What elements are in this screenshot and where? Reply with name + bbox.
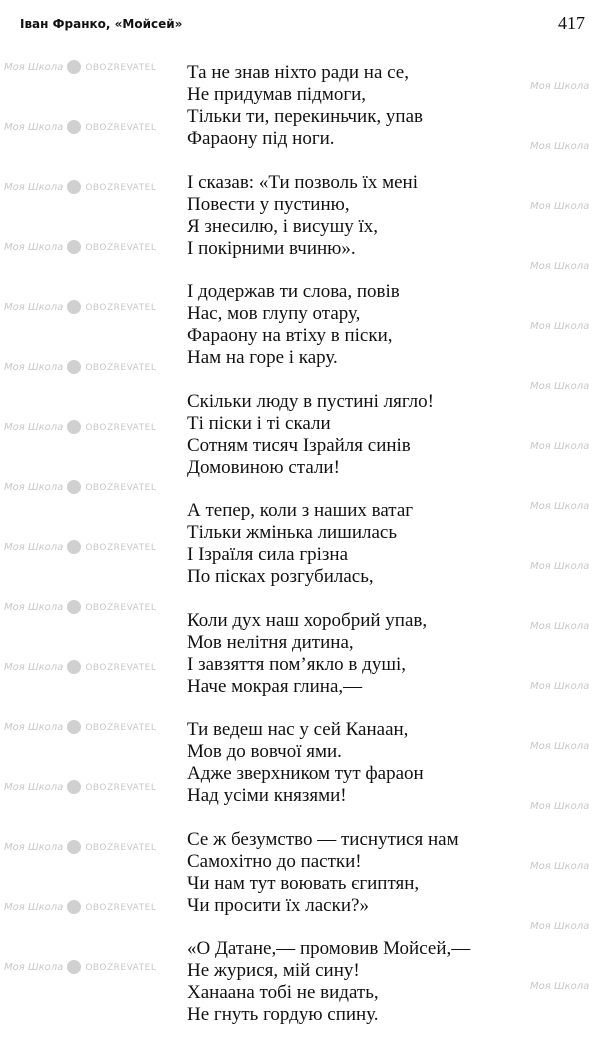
watermark-brand: Моя Школа (530, 381, 590, 392)
watermark (530, 980, 589, 994)
obozrevatel-logo-icon (67, 660, 81, 674)
poem-line: Сотням тисяч Ізрайля синів (187, 434, 411, 456)
watermark (4, 180, 156, 195)
poem-line: Нас, мов глупу отару, (187, 303, 361, 324)
obozrevatel-logo-icon (67, 960, 81, 974)
obozrevatel-logo-icon (67, 240, 81, 254)
poem-line: Тільки жмінька лишилась (187, 522, 398, 543)
watermark-brand: Моя Школа (530, 441, 590, 452)
watermark-brand: OBOZREVATEL (85, 843, 157, 853)
watermark-brand: OBOZREVATEL (85, 963, 157, 973)
watermark (4, 660, 156, 675)
obozrevatel-logo-icon (67, 480, 81, 494)
watermark-brand: OBOZREVATEL (85, 423, 157, 433)
stanza (187, 719, 470, 807)
poem-line: Ти ведеш нас у сей Канаан, (187, 719, 409, 740)
watermark-brand: Моя Школа (4, 542, 64, 553)
stanza (187, 281, 470, 369)
poem-line: Мов до вовчої ями. (187, 741, 342, 762)
poem-line: Я знесилю, і висушу їх, (187, 215, 379, 237)
poem-line: По пісках розгубилась, (187, 566, 374, 587)
poem-line: Мов нелітня дитина, (187, 631, 354, 653)
watermark (530, 80, 589, 94)
watermark-brand: OBOZREVATEL (85, 723, 157, 733)
watermark (4, 720, 156, 735)
watermark (530, 920, 589, 934)
watermark-brand: OBOZREVATEL (85, 663, 157, 673)
poem-line: Чи просити їх ласки?» (187, 894, 369, 916)
watermark-brand: Моя Школа (530, 501, 590, 512)
poem-line: Над усіми князями! (187, 785, 347, 806)
watermark-brand: Моя Школа (530, 621, 590, 632)
watermark-brand: Моя Школа (530, 81, 590, 92)
watermark-brand: Моя Школа (4, 482, 64, 493)
watermark (4, 240, 156, 255)
watermark (4, 780, 156, 795)
poem-line: Се ж безумство — тиснутися нам (187, 828, 459, 850)
poem-line: Ті піски і ті скали (187, 412, 331, 434)
poem-line: І Ізраїля сила грізна (187, 544, 349, 565)
obozrevatel-logo-icon (67, 120, 81, 134)
watermark (530, 680, 589, 694)
watermark (4, 900, 156, 915)
watermark (4, 840, 156, 855)
watermark (530, 260, 589, 274)
poem-line: Самохітно до пастки! (187, 850, 362, 872)
watermark (4, 960, 156, 975)
watermark (530, 140, 589, 154)
watermark-brand: Моя Школа (4, 902, 64, 913)
poem-line: Фараону на втіху в піски, (187, 325, 393, 346)
watermark-brand: OBOZREVATEL (85, 183, 157, 193)
watermark-brand: Моя Школа (4, 242, 64, 253)
watermark-brand: Моя Школа (530, 861, 590, 872)
watermark (530, 200, 589, 214)
poem-line: Ханаана тобі не видать, (187, 982, 379, 1003)
watermark-brand: Моя Школа (4, 782, 64, 793)
watermark-brand: Моя Школа (530, 321, 590, 332)
stanza (187, 172, 470, 260)
watermark-brand: Моя Школа (4, 302, 64, 313)
watermark-brand: Моя Школа (530, 981, 590, 992)
watermark (530, 740, 589, 754)
watermark (4, 60, 156, 75)
obozrevatel-logo-icon (67, 60, 81, 74)
poem-line: А тепер, коли з наших ватаг (187, 500, 414, 521)
watermark-brand: OBOZREVATEL (85, 363, 157, 373)
watermark-brand: OBOZREVATEL (85, 543, 157, 553)
watermark (530, 380, 589, 394)
watermark-brand: OBOZREVATEL (85, 903, 157, 913)
watermark (530, 320, 589, 334)
poem-line: Чи нам тут воювать єгиптян, (187, 872, 420, 894)
running-title: Іван Франко, «Мойсей» (20, 17, 183, 31)
watermark-brand: Моя Школа (530, 741, 590, 752)
obozrevatel-logo-icon (67, 360, 81, 374)
watermark (4, 540, 156, 555)
obozrevatel-logo-icon (67, 780, 81, 794)
watermark-brand: OBOZREVATEL (85, 243, 157, 253)
watermark (4, 360, 156, 375)
stanza (187, 829, 470, 917)
obozrevatel-logo-icon (67, 900, 81, 914)
watermark (4, 480, 156, 495)
watermark (530, 800, 589, 814)
poem-line: Адже зверхником тут фараон (187, 763, 424, 784)
obozrevatel-logo-icon (67, 540, 81, 554)
watermark-brand: Моя Школа (4, 722, 64, 733)
watermark-brand: Моя Школа (4, 842, 64, 853)
watermark-brand: OBOZREVATEL (85, 483, 157, 493)
watermark-brand: OBOZREVATEL (85, 303, 157, 313)
stanza (187, 610, 470, 698)
watermark-brand: Моя Школа (4, 602, 64, 613)
obozrevatel-logo-icon (67, 840, 81, 854)
stanza (187, 391, 470, 479)
poem-text (187, 62, 470, 1048)
watermark-brand: OBOZREVATEL (85, 603, 157, 613)
watermark-brand: Моя Школа (530, 801, 590, 812)
poem-line: Тільки ти, перекиньчик, упав (187, 106, 423, 127)
stanza (187, 62, 470, 150)
poem-line: І сказав: «Ти позволь їх мені (187, 171, 418, 193)
watermark-brand: Моя Школа (530, 141, 590, 152)
poem-line: «О Датане,— промовив Мойсей,— (187, 938, 471, 959)
watermark (4, 120, 156, 135)
poem-line: Не гнуть гордую спину. (187, 1004, 379, 1025)
watermark-brand: Моя Школа (4, 62, 64, 73)
watermark-brand: OBOZREVATEL (85, 63, 157, 73)
watermark-brand: Моя Школа (530, 921, 590, 932)
watermark-brand: Моя Школа (4, 422, 64, 433)
poem-line: Наче мокрая глина,— (187, 675, 363, 697)
poem-line: Коли дух наш хоробрий упав, (187, 609, 428, 631)
watermark-brand: Моя Школа (530, 561, 590, 572)
watermark-brand: Моя Школа (4, 662, 64, 673)
watermark-brand: Моя Школа (4, 362, 64, 373)
watermark-brand: Моя Школа (530, 681, 590, 692)
watermark-brand: OBOZREVATEL (85, 783, 157, 793)
obozrevatel-logo-icon (67, 600, 81, 614)
poem-line: І додержав ти слова, повів (187, 281, 400, 302)
poem-line: Домовиною стали! (187, 456, 340, 478)
watermark (530, 500, 589, 514)
obozrevatel-logo-icon (67, 300, 81, 314)
watermark-brand: Моя Школа (4, 182, 64, 193)
poem-line: Та не знав ніхто ради на се, (187, 62, 409, 83)
stanza (187, 500, 470, 588)
poem-line: Не придумав підмоги, (187, 84, 367, 105)
poem-line: І завзяття пом’якло в душі, (187, 653, 406, 675)
poem-line: Не журися, мій сину! (187, 960, 360, 981)
poem-line: Скільки люду в пустині лягло! (187, 390, 434, 412)
watermark (530, 620, 589, 634)
watermark-brand: Моя Школа (4, 122, 64, 133)
poem-line: І покірними вчиню». (187, 237, 356, 259)
watermark (530, 560, 589, 574)
watermark-brand: OBOZREVATEL (85, 123, 157, 133)
watermark (4, 300, 156, 315)
page-number: 417 (558, 13, 585, 33)
watermark (4, 420, 156, 435)
poem-line: Повести у пустиню, (187, 193, 350, 215)
watermark-brand: Моя Школа (4, 962, 64, 973)
poem-line: Фараону під ноги. (187, 128, 335, 149)
obozrevatel-logo-icon (67, 180, 81, 194)
watermark-brand: Моя Школа (530, 261, 590, 272)
watermark (530, 860, 589, 874)
poem-line: Нам на горе і кару. (187, 347, 338, 368)
watermark-brand: Моя Школа (530, 201, 590, 212)
stanza (187, 938, 470, 1026)
watermark (4, 600, 156, 615)
obozrevatel-logo-icon (67, 420, 81, 434)
obozrevatel-logo-icon (67, 720, 81, 734)
watermark (530, 440, 589, 454)
